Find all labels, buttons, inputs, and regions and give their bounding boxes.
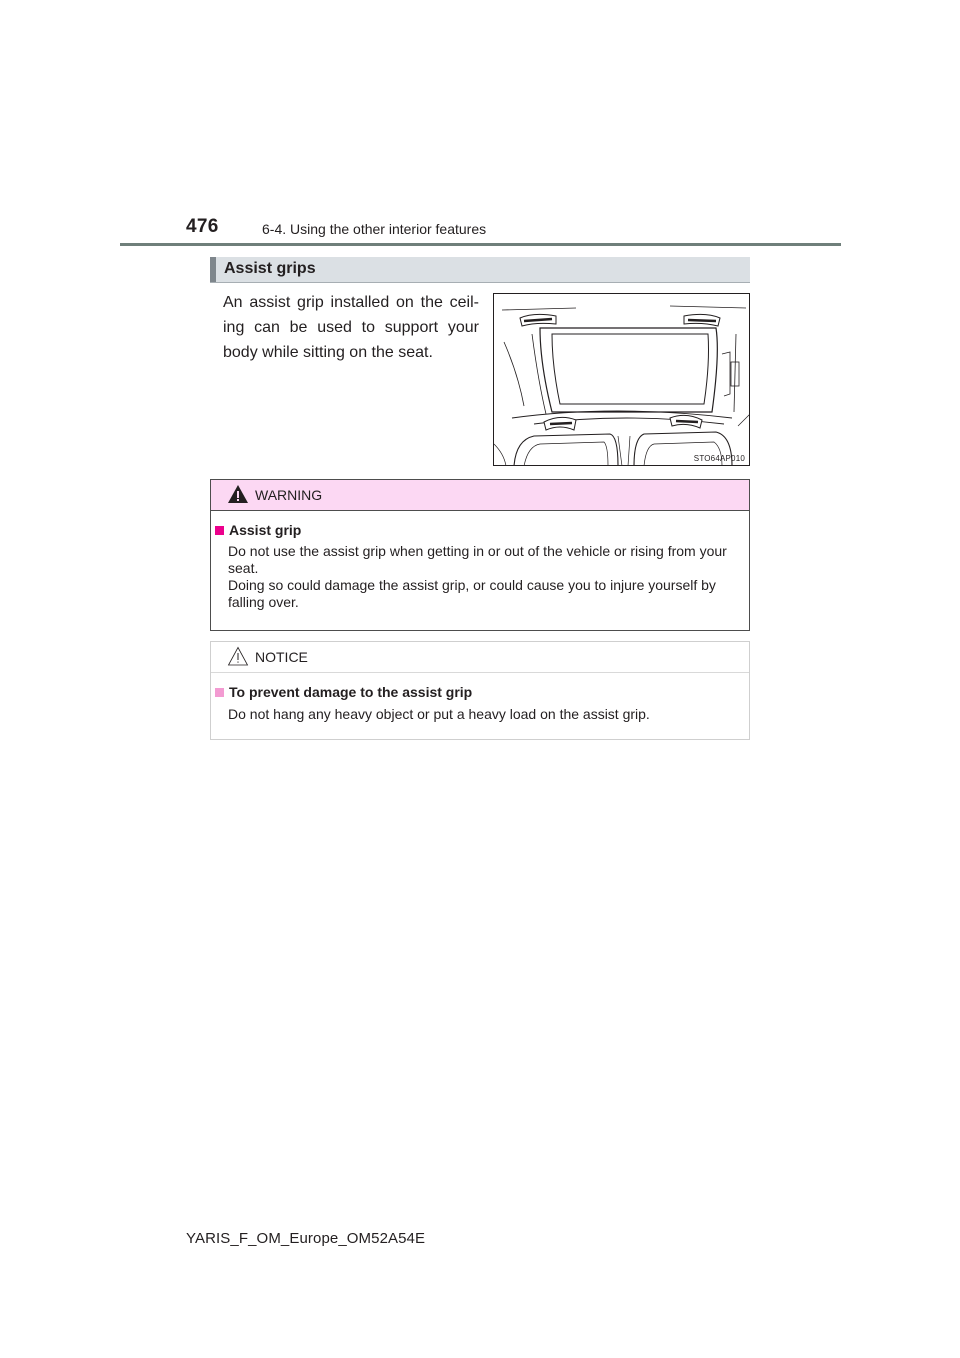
warning-header bbox=[211, 480, 749, 511]
intro-paragraph: An assist grip installed on the ceil-ing can be used to support your body while sitting on the seat. bbox=[223, 294, 479, 361]
notice-item-label: To prevent damage to the assist grip bbox=[229, 684, 473, 700]
assist-grip-figure bbox=[493, 293, 750, 466]
warning-item-title bbox=[215, 522, 301, 538]
warning-body bbox=[228, 543, 743, 611]
warning-box bbox=[210, 479, 750, 631]
notice-icon bbox=[227, 646, 249, 666]
page-number: 476 bbox=[186, 216, 219, 237]
heading-accent bbox=[210, 257, 216, 282]
warning-title: WARNING bbox=[255, 487, 323, 503]
notice-item-title bbox=[215, 684, 472, 700]
warning-body-line: Doing so could damage the assist grip, or could cause you to injure yourself by falling over. bbox=[228, 577, 716, 610]
notice-header bbox=[211, 642, 749, 673]
notice-title: NOTICE bbox=[255, 649, 308, 665]
notice-box bbox=[210, 641, 750, 740]
warning-item-label: Assist grip bbox=[229, 522, 302, 538]
bullet-square-icon bbox=[215, 688, 224, 697]
heading-text: Assist grips bbox=[224, 260, 316, 277]
section-title: 6-4. Using the other interior features bbox=[262, 221, 487, 237]
notice-body-line: Do not hang any heavy object or put a heavy load on the assist grip. bbox=[228, 706, 650, 722]
notice-body bbox=[228, 706, 743, 723]
ceiling-assist-grips-illustration bbox=[494, 294, 750, 466]
warning-icon bbox=[227, 484, 249, 504]
bullet-square-icon bbox=[215, 526, 224, 535]
figure-code: STO64AP010 bbox=[693, 454, 745, 463]
header-rule bbox=[120, 243, 841, 246]
section-heading bbox=[210, 257, 750, 283]
footer-doc-code: YARIS_F_OM_Europe_OM52A54E bbox=[186, 1230, 426, 1247]
warning-body-line: Do not use the assist grip when getting in or out of the vehicle or rising from your seat. bbox=[228, 543, 727, 576]
